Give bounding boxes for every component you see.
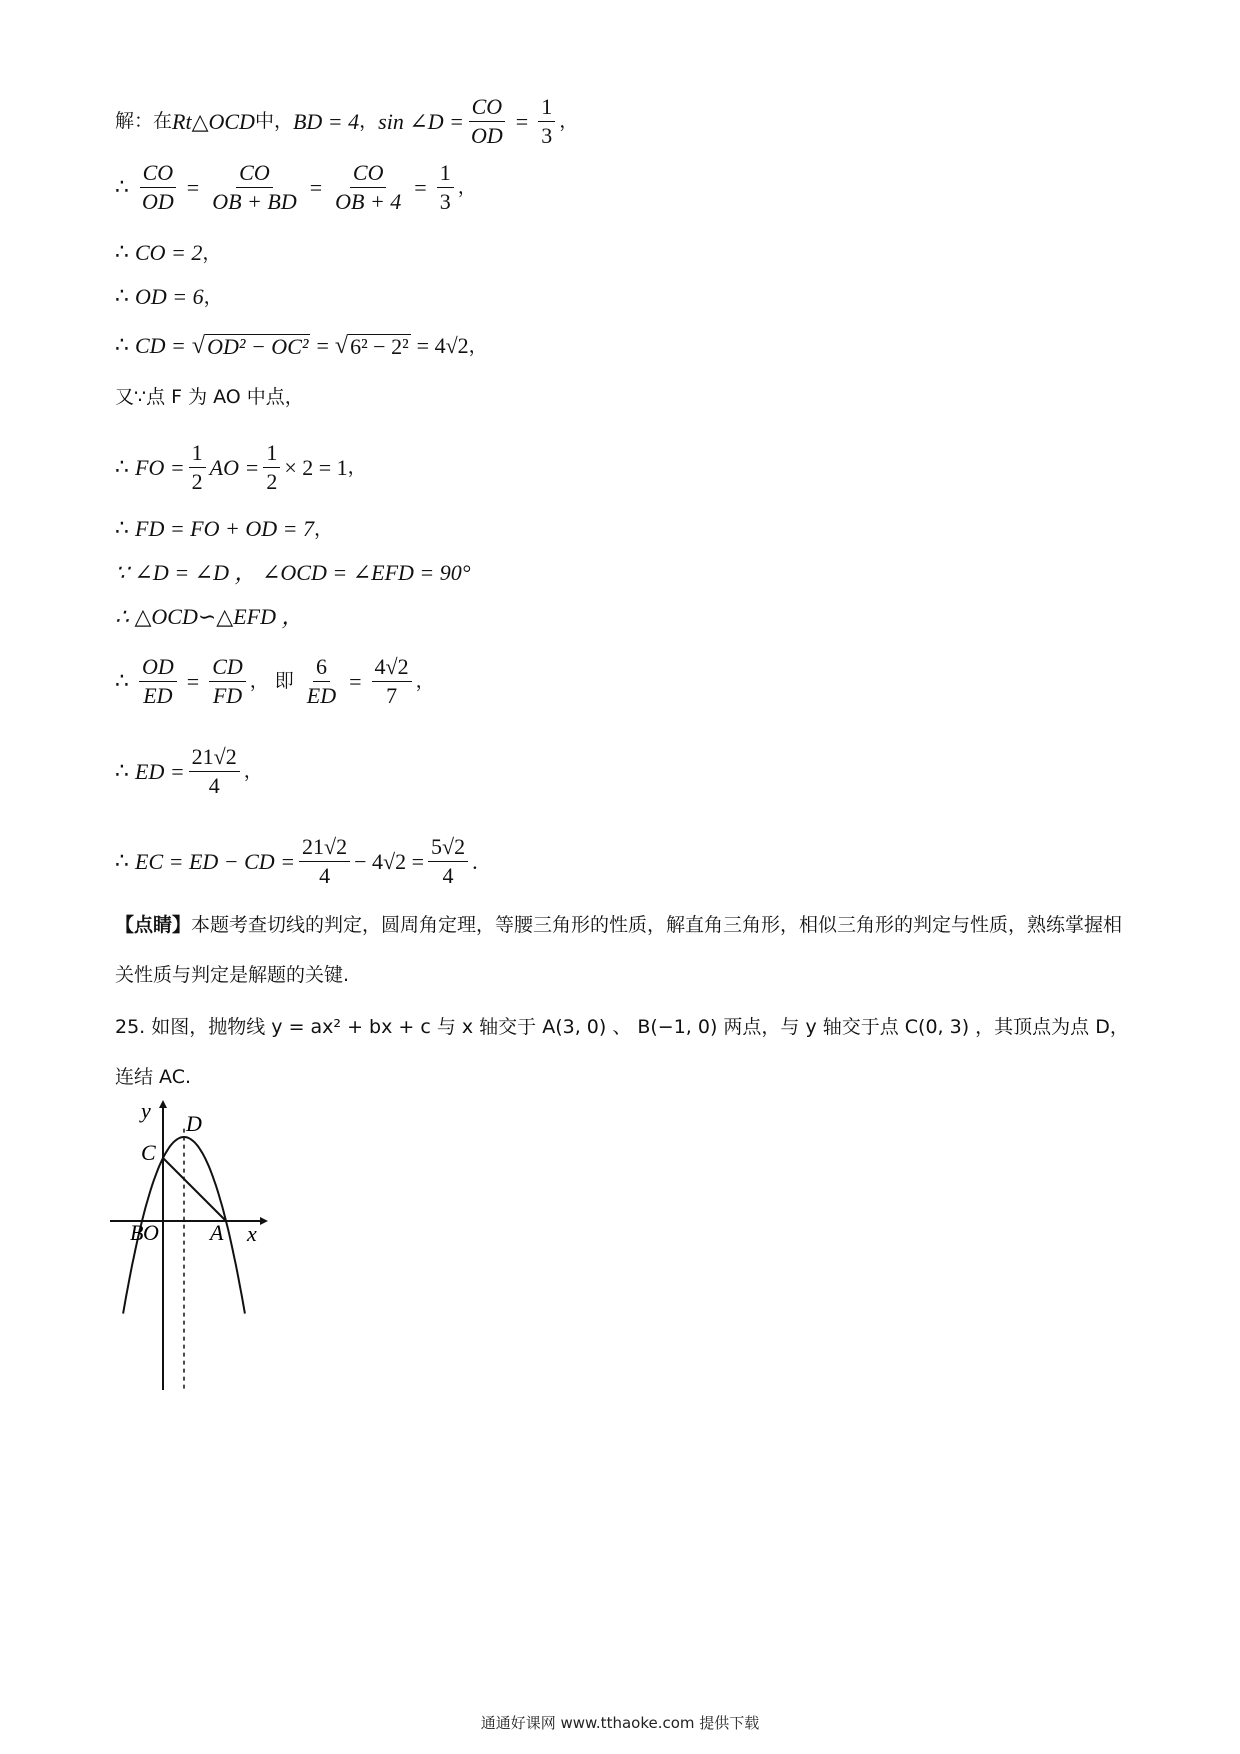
chain-den-3: OB + 4 — [335, 189, 402, 214]
point-label-o: O — [143, 1220, 159, 1245]
similar-statement: ∴ △OCD∽△EFD ， — [115, 604, 304, 629]
chain-fraction-2 — [209, 162, 300, 213]
intro-label: 解：在 — [115, 110, 173, 132]
cd-result: = 4√2 — [416, 333, 469, 358]
therefore-symbol: ∴ — [115, 240, 129, 265]
sin-result-denominator: 3 — [541, 123, 553, 148]
sin-numerator: CO — [469, 96, 506, 122]
point-label-c: C — [141, 1140, 156, 1165]
comma: ， — [203, 285, 223, 308]
ec-mid: − 4√2 = — [354, 848, 425, 874]
radical-icon: √ — [191, 333, 206, 359]
half-fraction-2 — [263, 442, 280, 493]
radicand-1: OD² − OC² — [207, 334, 309, 359]
equals-sign: = — [309, 174, 323, 200]
comment-text: 本题考查切线的判定，圆周角定理，等腰三角形的性质，解直角三角形，相似三角形的判定与性质，熟练掌握相关性质与判定是解题的关键. — [115, 914, 1123, 986]
solution-line-5 — [115, 334, 488, 358]
point-label-a: A — [210, 1220, 224, 1245]
problem-25-paragraph — [115, 1002, 1135, 1102]
therefore-symbol: ∴ — [115, 848, 129, 874]
half-num-2: 1 — [263, 442, 280, 468]
sqrt-2 — [335, 334, 411, 358]
therefore-symbol: ∴ — [115, 284, 129, 309]
therefore-symbol: ∴ — [115, 668, 129, 694]
therefore-symbol: ∴ — [115, 758, 129, 784]
sqrt-1 — [192, 334, 311, 358]
point-label-d: D — [186, 1111, 202, 1136]
comma: ， — [347, 456, 367, 478]
x-axis-arrow-icon — [260, 1217, 268, 1225]
solution-line-2 — [115, 162, 477, 213]
sin-lhs: sin ∠D = — [378, 108, 464, 134]
ji-word: 即 — [274, 670, 294, 692]
page-footer: 通通好课网 www.tthaoke.com 提供下载 — [480, 1714, 760, 1732]
solution-line-11 — [115, 656, 435, 707]
chain-fraction-3 — [332, 162, 404, 213]
bd-equation: BD = 4 — [292, 108, 360, 134]
radicand-2: 6² − 2² — [350, 334, 409, 359]
ed-fraction — [189, 746, 240, 797]
x-axis-label: x — [247, 1221, 257, 1246]
equals-sign: = — [414, 174, 427, 200]
ed-numerator: 21√2 — [189, 746, 240, 772]
fo-lhs: FO = — [135, 454, 185, 480]
sin-fraction — [468, 96, 506, 147]
point-label-b: B — [130, 1220, 144, 1245]
ratio-den-1: ED — [143, 683, 173, 708]
period: . — [472, 848, 478, 874]
ratio-num-4: 4√2 — [372, 656, 412, 682]
fo-mid: AO = — [209, 454, 260, 480]
angle-equation: ∵ ∠D = ∠D ， ∠OCD = ∠EFD = 90° — [115, 560, 471, 585]
sin-result-numerator: 1 — [538, 96, 555, 122]
ratio-fraction-1 — [139, 656, 177, 707]
ed-lhs: ED = — [135, 758, 185, 784]
ratio-fraction-2 — [209, 656, 246, 707]
chain-num-3: CO — [350, 162, 387, 188]
equals-sign: = — [186, 668, 200, 694]
chain-fraction-4 — [437, 162, 454, 213]
radical-icon: √ — [334, 333, 349, 359]
solution-line-7 — [115, 442, 367, 493]
solution-line-9 — [115, 562, 471, 584]
ec-denominator-1: 4 — [319, 863, 331, 888]
problem-25-text: 25. 如图，抛物线 y = ax² + bx + c 与 x 轴交于 A(3, 0) 、 B(−1, 0) 两点，与 y 轴交于点 C(0, 3) ，其顶点为点 D，连结 AC. — [115, 1016, 1129, 1088]
ec-fraction-2 — [428, 836, 468, 887]
therefore-symbol: ∴ — [115, 516, 129, 541]
chain-fraction-1 — [139, 162, 177, 213]
ec-numerator-1: 21√2 — [299, 836, 350, 862]
ratio-fraction-4 — [372, 656, 412, 707]
chain-num-2: CO — [236, 162, 273, 188]
chain-den-4: 3 — [439, 189, 451, 214]
comment-paragraph — [115, 900, 1135, 1000]
comma: ， — [468, 334, 488, 357]
ec-denominator-2: 4 — [442, 863, 454, 888]
chain-num-1: CO — [140, 162, 177, 188]
od-value: OD = 6 — [135, 284, 204, 309]
sin-result-fraction — [538, 96, 555, 147]
ec-numerator-2: 5√2 — [428, 836, 468, 862]
ratio-num-3: 6 — [313, 656, 330, 682]
ratio-num-1: OD — [139, 656, 177, 682]
fo-end: × 2 = 1 — [284, 454, 348, 480]
ec-fraction-1 — [299, 836, 350, 887]
solution-line-12 — [115, 746, 263, 797]
fd-equation: FD = FO + OD = 7 — [135, 516, 314, 541]
therefore-symbol: ∴ — [115, 333, 129, 358]
comma: ， — [457, 176, 477, 198]
half-den-2: 2 — [266, 469, 278, 494]
cd-lhs: CD = — [135, 333, 186, 358]
solution-line-8 — [115, 518, 333, 540]
intro-triangle: Rt△OCD — [172, 108, 255, 134]
comma: ， — [202, 241, 222, 264]
chain-den-1: OD — [142, 189, 174, 214]
comma: ， — [415, 670, 435, 692]
midpoint-statement: 又∵点 F 为 AO 中点， — [115, 386, 304, 408]
equals-sign: = — [316, 333, 329, 358]
solution-line-6 — [115, 388, 304, 407]
equals-sign: = — [515, 108, 529, 134]
ratio-den-3: ED — [306, 683, 337, 708]
comma: ， — [249, 670, 269, 692]
ratio-num-2: CD — [209, 656, 246, 682]
comma: ， — [359, 110, 379, 132]
therefore-symbol: ∴ — [115, 174, 129, 200]
solution-line-13 — [115, 836, 478, 887]
co-value: CO = 2 — [135, 240, 203, 265]
solution-line-10 — [115, 606, 303, 628]
equals-sign: = — [349, 668, 362, 694]
y-axis-arrow-icon — [159, 1100, 167, 1108]
ec-lhs: EC = ED − CD = — [135, 848, 296, 874]
ratio-den-2: FD — [212, 683, 243, 708]
comma: ， — [559, 110, 579, 132]
half-fraction-1 — [189, 442, 206, 493]
sin-denominator: OD — [470, 123, 503, 148]
solution-line-1 — [115, 96, 578, 147]
y-axis-label: y — [141, 1100, 151, 1123]
chain-den-2: OB + BD — [212, 189, 297, 214]
equals-sign: = — [186, 174, 200, 200]
ed-denominator: 4 — [208, 773, 220, 798]
comma: ， — [313, 517, 333, 540]
half-num-1: 1 — [189, 442, 206, 468]
therefore-symbol: ∴ — [115, 454, 129, 480]
intro-mid: 中， — [254, 110, 293, 132]
comma: ， — [243, 760, 263, 782]
half-den-1: 2 — [191, 469, 203, 494]
solution-line-4 — [115, 286, 223, 308]
chain-num-4: 1 — [437, 162, 454, 188]
ratio-den-4: 7 — [386, 683, 398, 708]
comment-label: 【点睛】 — [115, 914, 192, 936]
parabola-graph — [110, 1100, 310, 1410]
solution-line-3 — [115, 242, 221, 264]
ratio-fraction-3 — [304, 656, 339, 707]
